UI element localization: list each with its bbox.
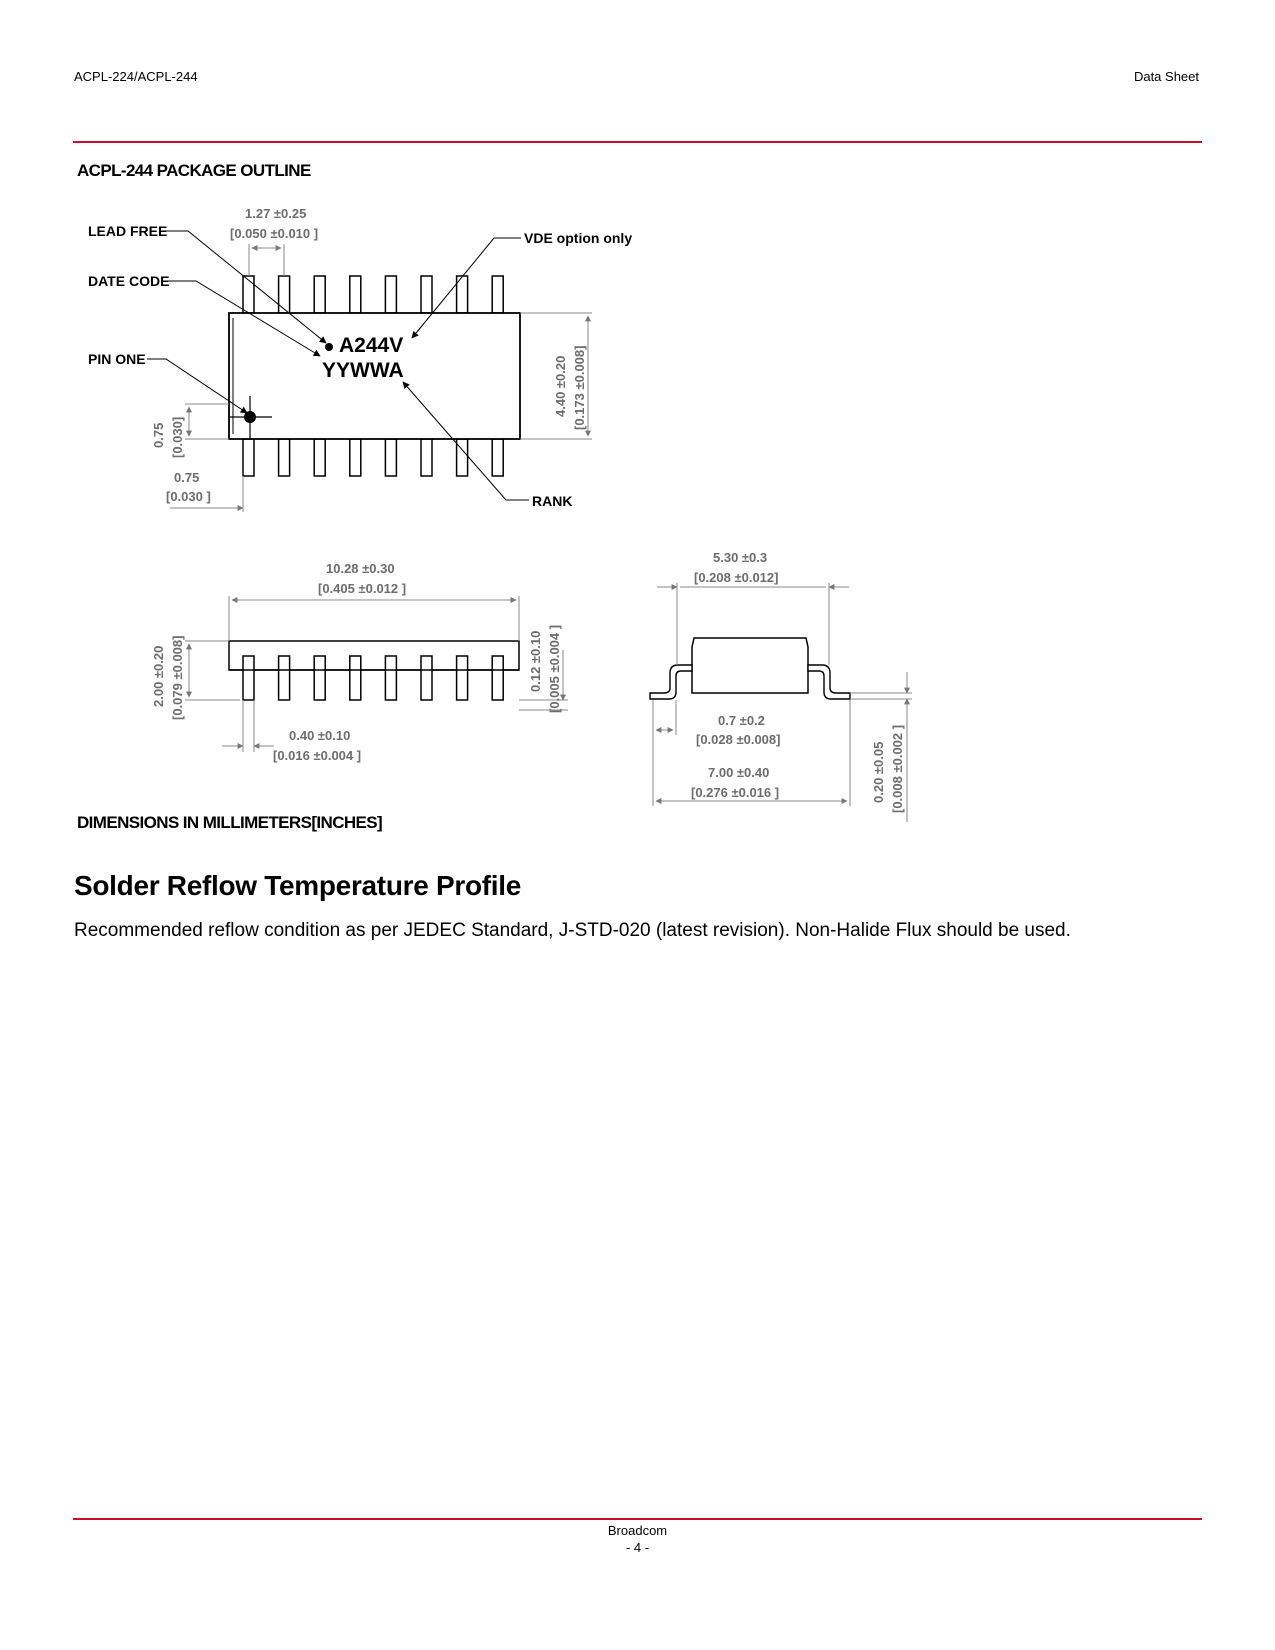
package-body-end — [692, 638, 808, 693]
dim-side-mm: 0.75 — [151, 422, 166, 448]
gull-wing-lead-left — [650, 665, 692, 699]
package-lead — [492, 276, 503, 313]
section-body: Recommended reflow condition as per JEDEC Standard, J-STD-020 (latest revision). Non-Halide Flux should be used. — [74, 920, 1071, 941]
callout-date-code: DATE CODE — [88, 273, 170, 289]
header-doc-type: Data Sheet — [1133, 69, 1199, 84]
dim-standoff-in: [0.005 ±0.004 ] — [547, 624, 562, 713]
callout-rank: RANK — [532, 493, 573, 509]
callout-pin-one: PIN ONE — [88, 351, 146, 367]
dim-width-mm: 4.40 ±0.20 — [553, 355, 568, 417]
package-lead — [492, 439, 503, 476]
footer-rule — [73, 1518, 1202, 1520]
package-lead — [243, 276, 254, 313]
dim-height-mm: 2.00 ±0.20 — [151, 645, 166, 707]
marking-line-2: YYWWA — [322, 359, 404, 382]
front-view — [151, 561, 568, 763]
package-lead — [279, 276, 290, 313]
top-view — [88, 206, 632, 512]
package-lead — [350, 439, 361, 476]
package-lead — [279, 656, 290, 700]
dim-foot-in: [0.028 ±0.008] — [696, 732, 781, 747]
dim-width-in: [0.173 ±0.008] — [572, 345, 587, 430]
dim-pitch-mm: 1.27 ±0.25 — [245, 206, 307, 221]
gull-wing-lead-right — [808, 665, 850, 699]
package-lead — [314, 656, 325, 700]
package-lead — [385, 276, 396, 313]
dim-side-in: [0.030] — [170, 416, 185, 458]
package-lead — [385, 439, 396, 476]
dim-overall-in: [0.276 ±0.016 ] — [691, 785, 780, 800]
package-lead — [350, 276, 361, 313]
dim-pitch-in: [0.050 ±0.010 ] — [230, 226, 319, 241]
dim-lead-in: [0.016 ±0.004 ] — [273, 748, 362, 763]
dim-foot-mm: 0.7 ±0.2 — [718, 713, 765, 728]
dimensions-units-note: DIMENSIONS IN MILLIMETERS[INCHES] — [77, 813, 383, 832]
section-title: Solder Reflow Temperature Profile — [74, 870, 522, 901]
dim-thick-in: [0.008 ±0.002 ] — [890, 724, 905, 813]
package-lead — [385, 656, 396, 700]
package-lead — [421, 439, 432, 476]
package-lead — [314, 276, 325, 313]
header-doc-title: ACPL-224/ACPL-244 — [74, 69, 198, 84]
package-lead — [492, 656, 503, 700]
dim-height-in: [0.079 ±0.008] — [170, 635, 185, 720]
callout-vde: VDE option only — [524, 230, 633, 246]
package-lead — [457, 656, 468, 700]
dim-body-in: [0.208 ±0.012] — [694, 570, 779, 585]
package-lead — [314, 439, 325, 476]
package-lead — [421, 656, 432, 700]
dim-bottom-in: [0.030 ] — [166, 489, 211, 504]
package-outline-title: ACPL-244 PACKAGE OUTLINE — [77, 161, 311, 180]
package-lead — [243, 439, 254, 476]
dim-lead-mm: 0.40 ±0.10 — [289, 728, 351, 743]
marking-line-1: A244V — [339, 334, 404, 357]
callout-lead-free: LEAD FREE — [88, 223, 168, 239]
dim-bottom-mm: 0.75 — [174, 470, 200, 485]
package-lead — [421, 276, 432, 313]
dim-length-mm: 10.28 ±0.30 — [326, 561, 395, 576]
dim-length-in: [0.405 ±0.012 ] — [318, 581, 407, 596]
dim-body-mm: 5.30 ±0.3 — [713, 550, 768, 565]
package-body-front — [229, 641, 519, 670]
package-lead — [243, 656, 254, 700]
package-lead — [350, 656, 361, 700]
dim-thick-mm: 0.20 ±0.05 — [871, 741, 886, 803]
lead-free-dot — [325, 343, 333, 351]
end-view — [650, 550, 912, 822]
package-lead — [279, 439, 290, 476]
footer-company: Broadcom — [607, 1523, 668, 1538]
dim-standoff-mm: 0.12 ±0.10 — [528, 630, 543, 692]
dim-overall-mm: 7.00 ±0.40 — [708, 765, 770, 780]
footer-page-number: - 4 - — [625, 1540, 650, 1555]
